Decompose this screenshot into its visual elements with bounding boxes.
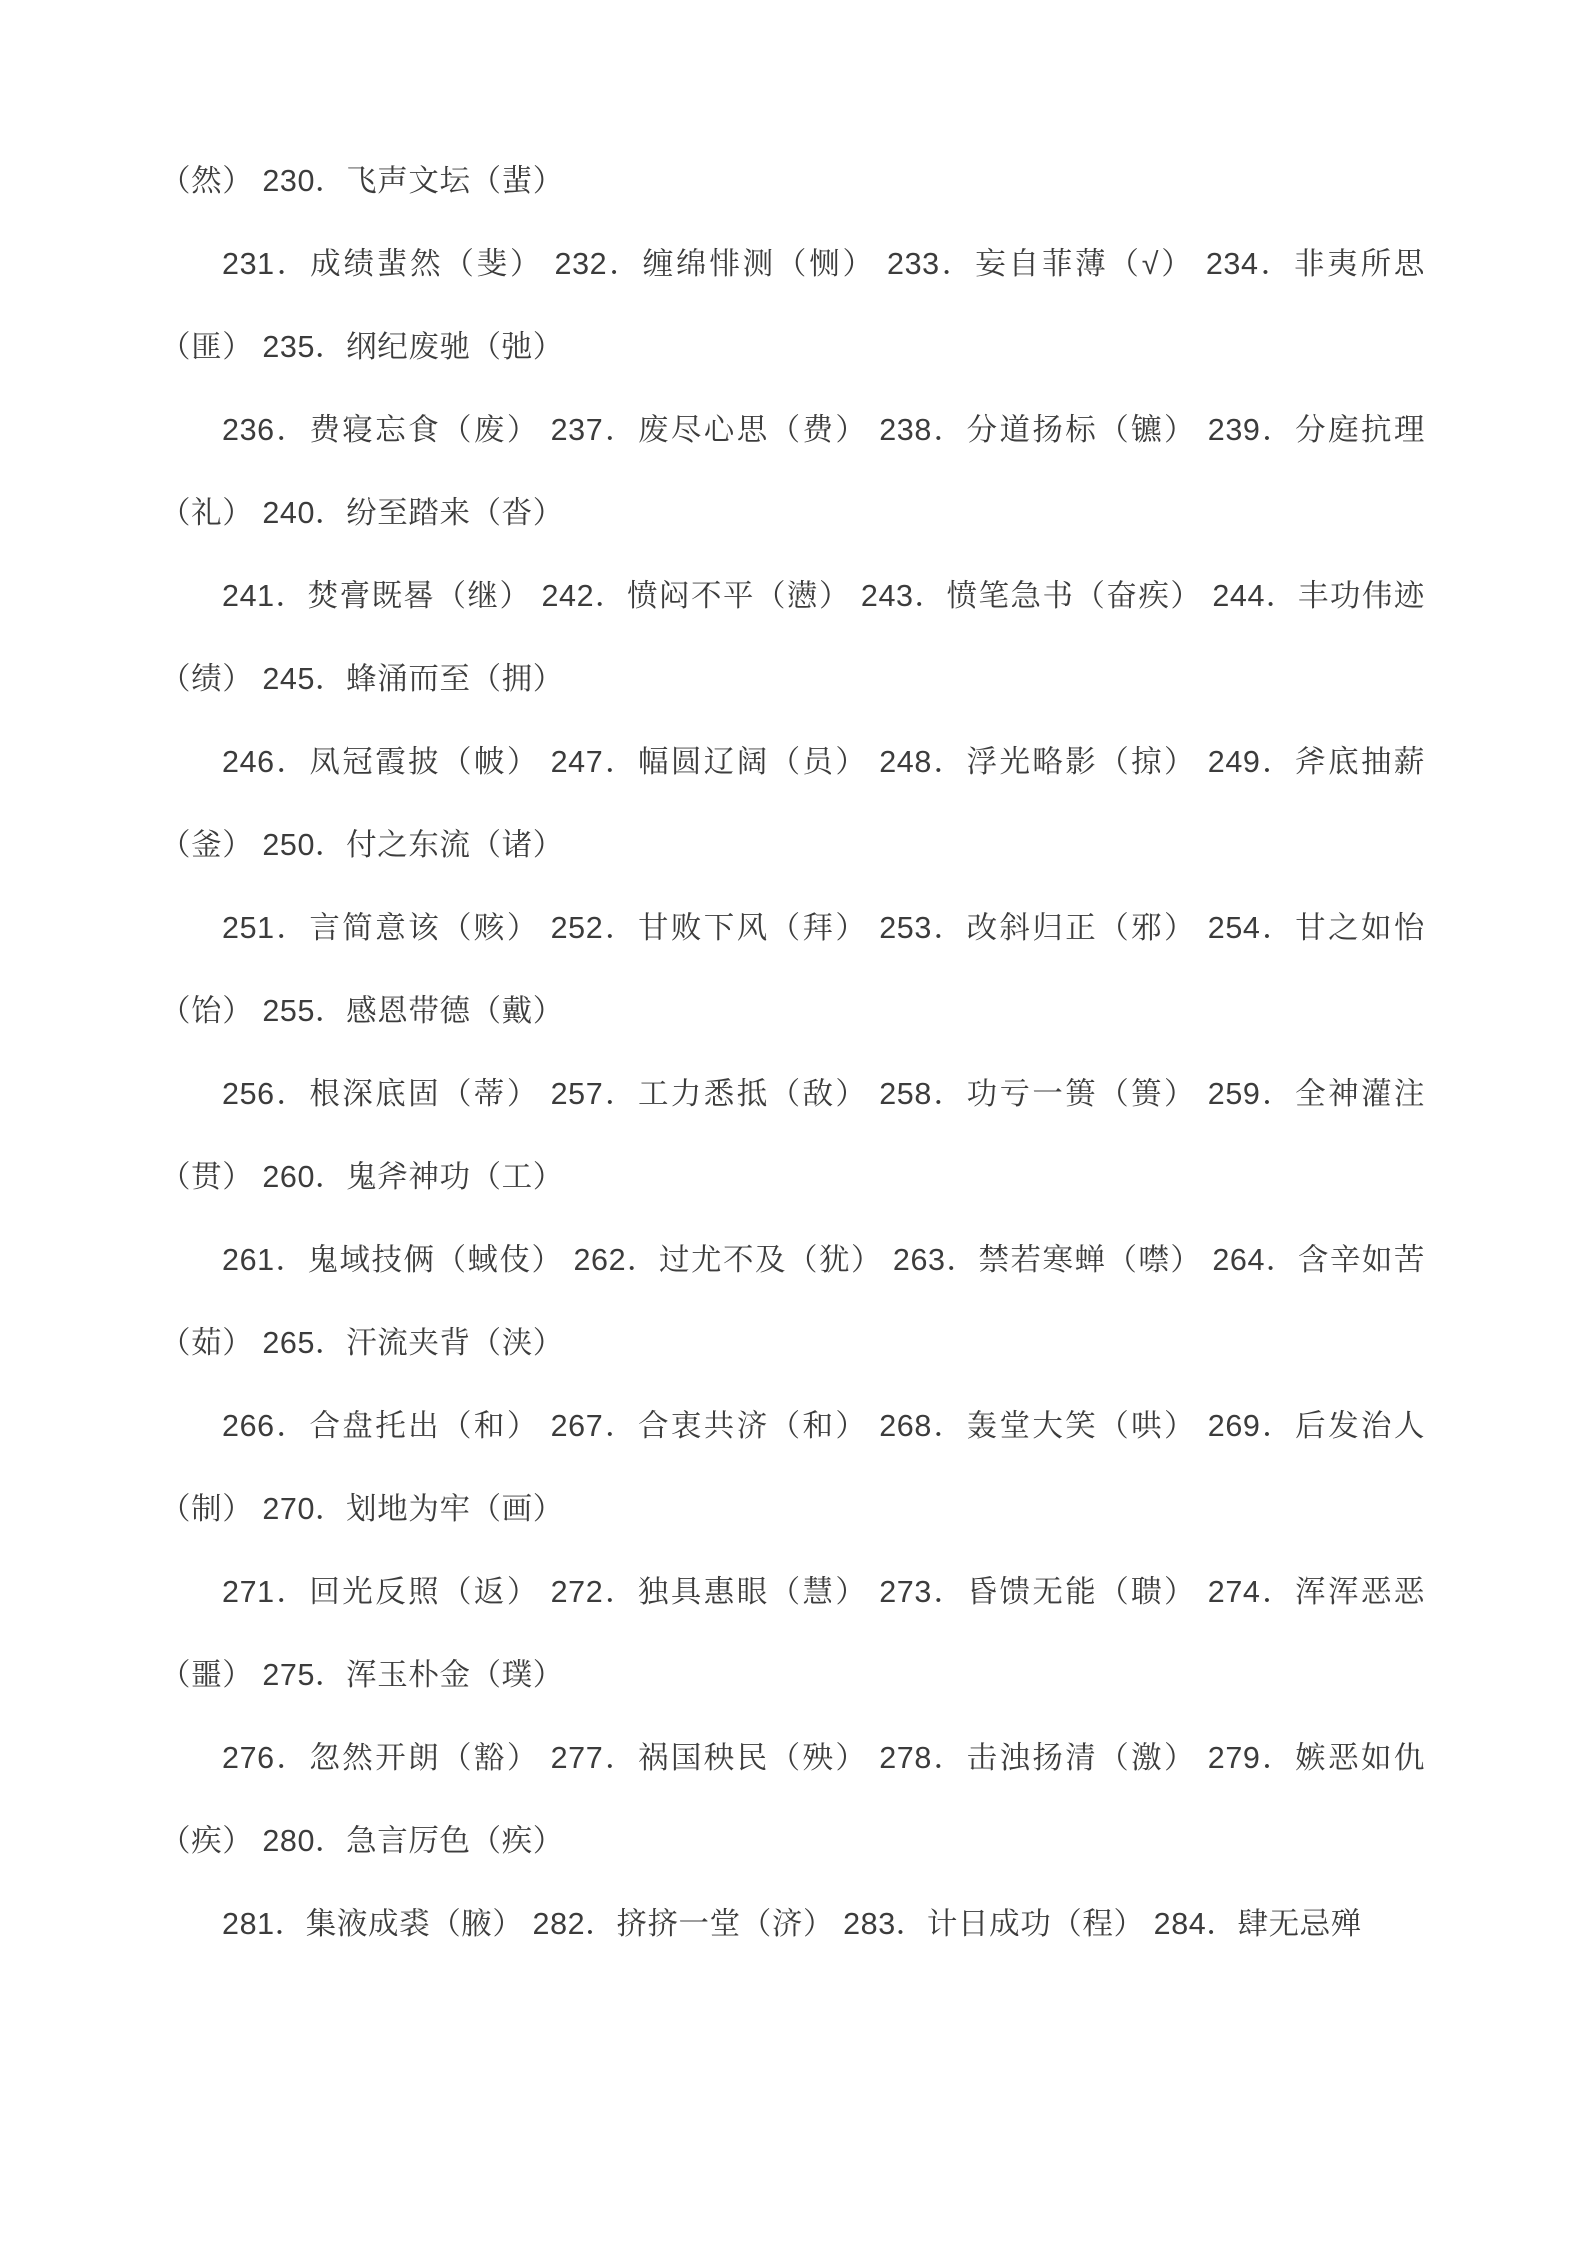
paragraph-230: （然） 230．飞声文坛（蜚）: [160, 164, 564, 198]
paragraph-281-284: 281．集液成裘（腋） 282．挤挤一堂（济） 283．计日成功（程） 284．肆无忌殚: [222, 1907, 1362, 1941]
paragraph-231-235: 231．成绩蜚然（斐） 232．缠绵悱测（恻） 233．妄自菲薄（√） 234．非夷所思（匪） 235．纲纪废驰（弛）: [160, 247, 1425, 364]
paragraph-261-265: 261．鬼域技俩（蜮伎） 262．过尤不及（犹） 263．禁若寒蝉（噤） 264．含辛如苦（茹） 265．汗流夹背（浃）: [160, 1243, 1425, 1360]
paragraph-276-280: 276．忽然开朗（豁） 277．祸国秧民（殃） 278．击浊扬清（激） 279．嫉恶如仇（疾） 280．急言厉色（疾）: [160, 1741, 1425, 1858]
paragraph-271-275: 271．回光反照（返） 272．独具惠眼（慧） 273．昏馈无能（聩） 274．浑浑恶恶（噩） 275．浑玉朴金（璞）: [160, 1575, 1425, 1692]
document-body: [160, 140, 1425, 1966]
paragraph-256-260: 256．根深底固（蒂） 257．工力悉抵（敌） 258．功亏一篑（篑） 259．全神灌注（贯） 260．鬼斧神功（工）: [160, 1077, 1425, 1194]
paragraph-241-245: 241．焚膏既晷（继） 242．愤闷不平（懑） 243．愤笔急书（奋疾） 244．丰功伟迹（绩） 245．蜂涌而至（拥）: [160, 579, 1425, 696]
paragraph-236-240: 236．费寝忘食（废） 237．废尽心思（费） 238．分道扬标（镳） 239．分庭抗理（礼） 240．纷至踏来（沓）: [160, 413, 1425, 530]
paragraph-251-255: 251．言简意该（赅） 252．甘败下风（拜） 253．改斜归正（邪） 254．甘之如怡（饴） 255．感恩带德（戴）: [160, 911, 1425, 1028]
paragraph-246-250: 246．凤冠霞披（帔） 247．幅圆辽阔（员） 248．浮光略影（掠） 249．斧底抽薪（釜） 250．付之东流（诸）: [160, 745, 1425, 862]
paragraph-266-270: 266．合盘托出（和） 267．合衷共济（和） 268．轰堂大笑（哄） 269．后发治人（制） 270．划地为牢（画）: [160, 1409, 1425, 1526]
